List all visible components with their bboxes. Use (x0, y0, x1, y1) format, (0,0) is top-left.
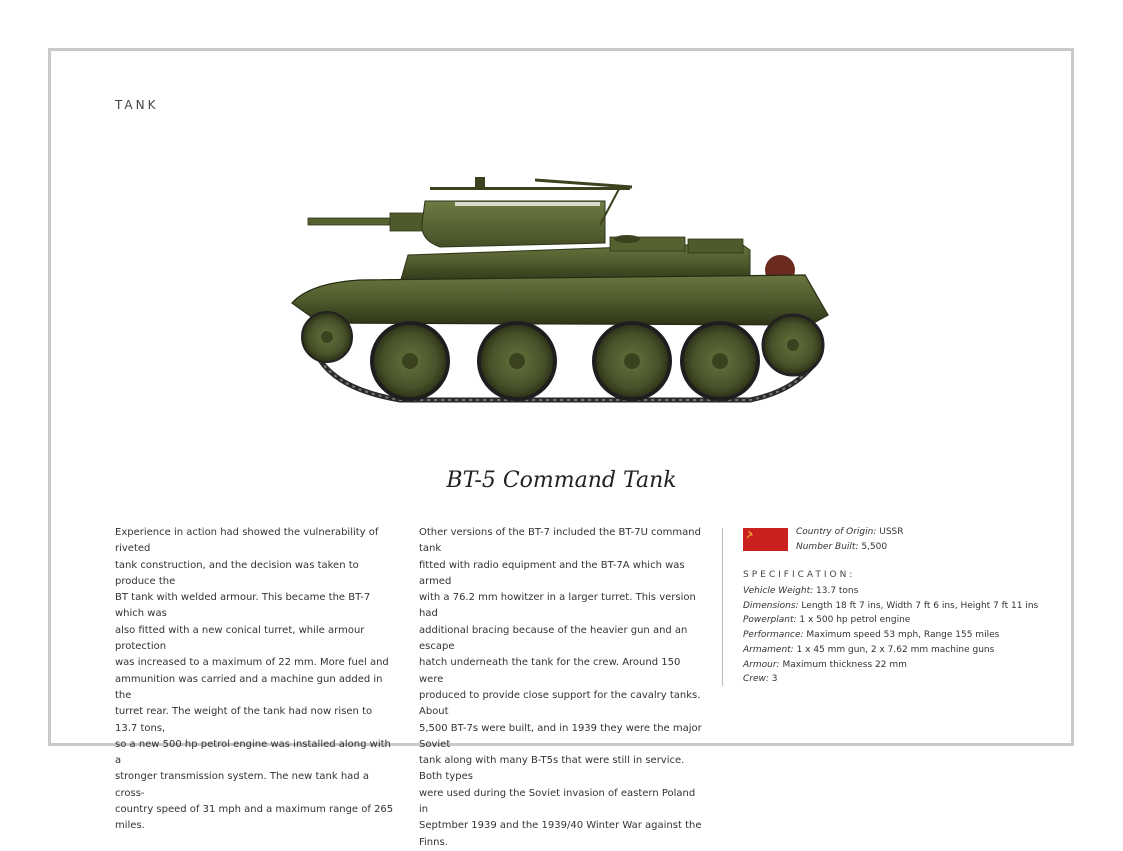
text-line: country speed of 31 mph and a maximum range of 265 miles. (115, 804, 394, 832)
turret (422, 177, 632, 247)
spec-row: Crew: 3 (743, 674, 778, 685)
text-line: were used during the Soviet invasion of eastern Poland in (419, 787, 696, 816)
text-line: ammunition was carried and a machine gun added in the (115, 673, 383, 701)
text-line: hatch underneath the tank for the crew. Around 150 were (419, 657, 681, 685)
description-column-2 (419, 525, 705, 851)
built-value: 5,500 (858, 542, 888, 552)
spec-row: Vehicle Weight: 13.7 tons (743, 586, 859, 596)
tank-illustration (280, 165, 840, 415)
specification-heading: SPECIFICATION: (743, 570, 856, 580)
text-line: tank construction, and the decision was taken to produce the (115, 559, 359, 587)
text-line: was increased to a maximum of 22 mm. More fuel and (115, 657, 389, 669)
text-line: also fitted with a new conical turret, while armour protection (115, 624, 365, 653)
text-line: Other versions of the BT-7 included the BT-7U command tank (419, 527, 701, 555)
text-line: 5,500 BT-7s were built, and in 1939 they were the major Soviet (419, 722, 702, 750)
text-line: tank along with many B-T5s that were still in service. Both types (419, 755, 685, 783)
spec-row: Armour: Maximum thickness 22 mm (743, 659, 907, 670)
text-line: with a 76.2 mm howitzer in a larger turret. This version had (419, 592, 696, 620)
category-label: TANK (115, 98, 159, 112)
text-line: produced to provide close support for the cavalry tanks. About (419, 689, 701, 718)
spec-row: Powerplant: 1 x 500 hp petrol engine (743, 615, 911, 626)
lower-hull (292, 275, 828, 325)
hammer-sickle-icon (746, 531, 756, 539)
spec-row: Armament: 1 x 45 mm gun, 2 x 7.62 mm machine guns (743, 644, 995, 655)
spec-row: Performance: Maximum speed 53 mph, Range 155 miles (743, 630, 1000, 641)
text-line: fitted with radio equipment and the BT-7A which was armed (419, 559, 685, 587)
built-label: Number Built: (796, 542, 859, 552)
origin-info (796, 525, 904, 555)
text-line: additional bracing because of the heavier gun and an escape (419, 624, 688, 653)
text-line: stronger transmission system. The new tank had a cross- (115, 771, 369, 799)
page-title: BT-5 Command Tank (446, 468, 677, 493)
text-line: Septmber 1939 and the 1939/40 Winter War against the Finns. (419, 820, 702, 848)
specification-list (743, 584, 1038, 687)
text-line: Experience in action had showed the vulnerability of riveted (115, 527, 379, 555)
origin-label: Country of Origin: (796, 527, 877, 537)
column-divider (722, 528, 723, 686)
text-line: turret rear. The weight of the tank had now risen to 13.7 tons, (115, 706, 373, 734)
spec-row: Dimensions: Length 18 ft 7 ins, Width 7 ft 6 ins, Height 7 ft 11 ins (743, 600, 1039, 611)
origin-value: USSR (876, 527, 904, 537)
text-line: so a new 500 hp petrol engine was installed along with a (115, 738, 391, 767)
text-line: BT tank with welded armour. This became the BT-7 which was (115, 592, 371, 620)
ussr-flag (743, 528, 788, 551)
description-column-1 (115, 525, 395, 835)
